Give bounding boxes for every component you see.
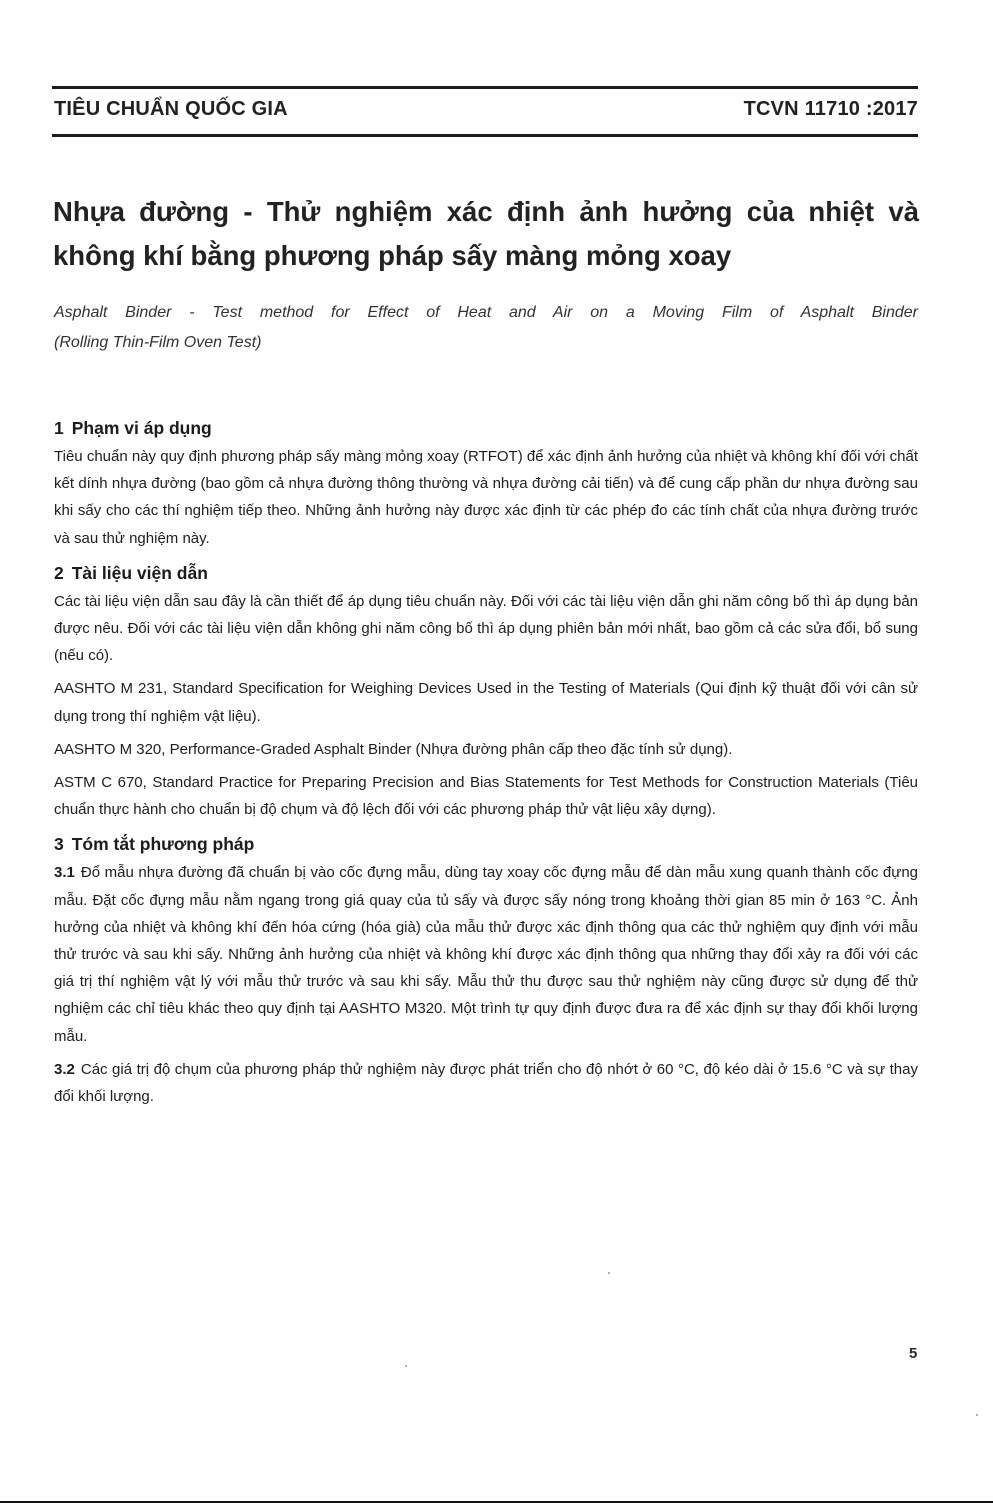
scope-paragraph: Tiêu chuẩn này quy định phương pháp sấy màng mỏng xoay (RTFOT) để xác định ảnh hưởng của nhiệt và không khí đối với chất kết dính nhựa đường (bao gồm cả nhựa đường thông thường và nhựa đường cải tiến) và để cung cấp phần dư nhựa đường sau khi sấy cho các thí nghiệm tiếp theo. Những ảnh hưởng này được xác định từ các phép đo các tính chất của nhựa đường trước và sau thử nghiệm này. [54, 448, 918, 547]
header-top-rule [52, 86, 918, 89]
scan-speck [608, 1272, 610, 1274]
section-number: 1 [54, 418, 64, 438]
document-title-line-2: không khí bằng phương pháp sấy màng mỏng xoay [53, 240, 732, 271]
section-number: 2 [54, 562, 64, 583]
reference-aashto-m320: AASHTO M 320, Performance-Graded Asphalt Binder (Nhựa đường phân cấp theo đặc tính sử dụng). [54, 740, 733, 758]
reference-aashto-m231: AASHTO M 231, Standard Specification for Weighing Devices Used in the Testing of Materials (Qui định kỹ thuật đối với cân sử dụng trong thí nghiệm vật liệu). [54, 680, 918, 725]
page-header [54, 98, 918, 121]
section-title: Tài liệu viện dẫn [71, 562, 208, 583]
page-number: 5 [909, 1345, 918, 1362]
section-title: Tóm tắt phương pháp [71, 834, 255, 855]
header-standard-label: TIÊU CHUẨN QUỐC GIA [54, 98, 288, 120]
section-heading-summary-of-method [54, 829, 918, 859]
document-title-line-1: Nhựa đường - Thử nghiệm xác định ảnh hưởng của nhiệt và [53, 196, 919, 227]
scan-speck [405, 1365, 407, 1367]
header-bottom-rule [52, 134, 918, 137]
scan-speck [976, 1414, 978, 1416]
subtitle-line-1: Asphalt Binder - Test method for Effect of Heat and Air on a Moving Film of Asphalt Binder [54, 304, 918, 321]
document-title [53, 190, 919, 278]
clause-text: Đổ mẫu nhựa đường đã chuẩn bị vào cốc đựng mẫu, dùng tay xoay cốc đựng mẫu để dàn mẫu xung quanh thành cốc đựng mẫu. Đặt cốc đựng mẫu nằm ngang trong giá quay của tủ sấy và được sấy nóng trong khoảng thời gian 85 min ở 163 °C. Ảnh hưởng của nhiệt và không khí đến hóa cứng (hóa già) của mẫu thử được xác định thông qua các thử nghiệm quy định với mẫu thử trước và sau khi sấy. Những ảnh hưởng của nhiệt và không khí được xác định thông qua những thay đổi xảy ra đối với các giá trị thí nghiệm vật lý với mẫu thử trước và sau khi sấy. Mẫu thử thu được sau thử nghiệm này cũng được sử dụng để thử nghiệm các chỉ tiêu khác theo quy định tại AASHTO M320. Một trình tự quy định được đưa ra để xác định sự thay đổi khối lượng mẫu. [54, 864, 918, 1045]
section-heading-normative-references [54, 558, 918, 588]
document-subtitle-english [54, 298, 918, 358]
section-heading-scope [54, 413, 918, 443]
clause-text: Các giá trị độ chụm của phương pháp thử nghiệm này được phát triển cho độ nhớt ở 60 °C, độ kéo dài ở 15.6 °C và sự thay đổi khối lượng. [54, 1060, 918, 1106]
references-intro-paragraph: Các tài liệu viện dẫn sau đây là cần thiết để áp dụng tiêu chuẩn này. Đối với các tài liệu viện dẫn ghi năm công bố thì áp dụng bản được nêu. Đối với các tài liệu viện dẫn không ghi năm công bố thì áp dụng phiên bản mới nhất, bao gồm cả các sửa đổi, bổ sung (nếu có). [54, 592, 918, 665]
subtitle-line-2: (Rolling Thin-Film Oven Test) [54, 334, 262, 351]
clause-number: 3.2 [54, 1060, 75, 1078]
clause-number: 3.1 [54, 864, 75, 882]
reference-astm-c670: ASTM C 670, Standard Practice for Preparing Precision and Bias Statements for Test Methods for Construction Materials (Tiêu chuẩn thực hành cho chuẩn bị độ chụm và độ lệch đối với các phương pháp thử vật liệu xây dựng). [54, 774, 918, 819]
clause-3-2 [54, 1056, 918, 1110]
section-title: Phạm vi áp dụng [71, 418, 212, 438]
document-body [54, 412, 918, 1116]
section-number: 3 [54, 834, 64, 855]
header-standard-code: TCVN 11710 :2017 [743, 98, 918, 120]
clause-3-1 [54, 859, 918, 1049]
